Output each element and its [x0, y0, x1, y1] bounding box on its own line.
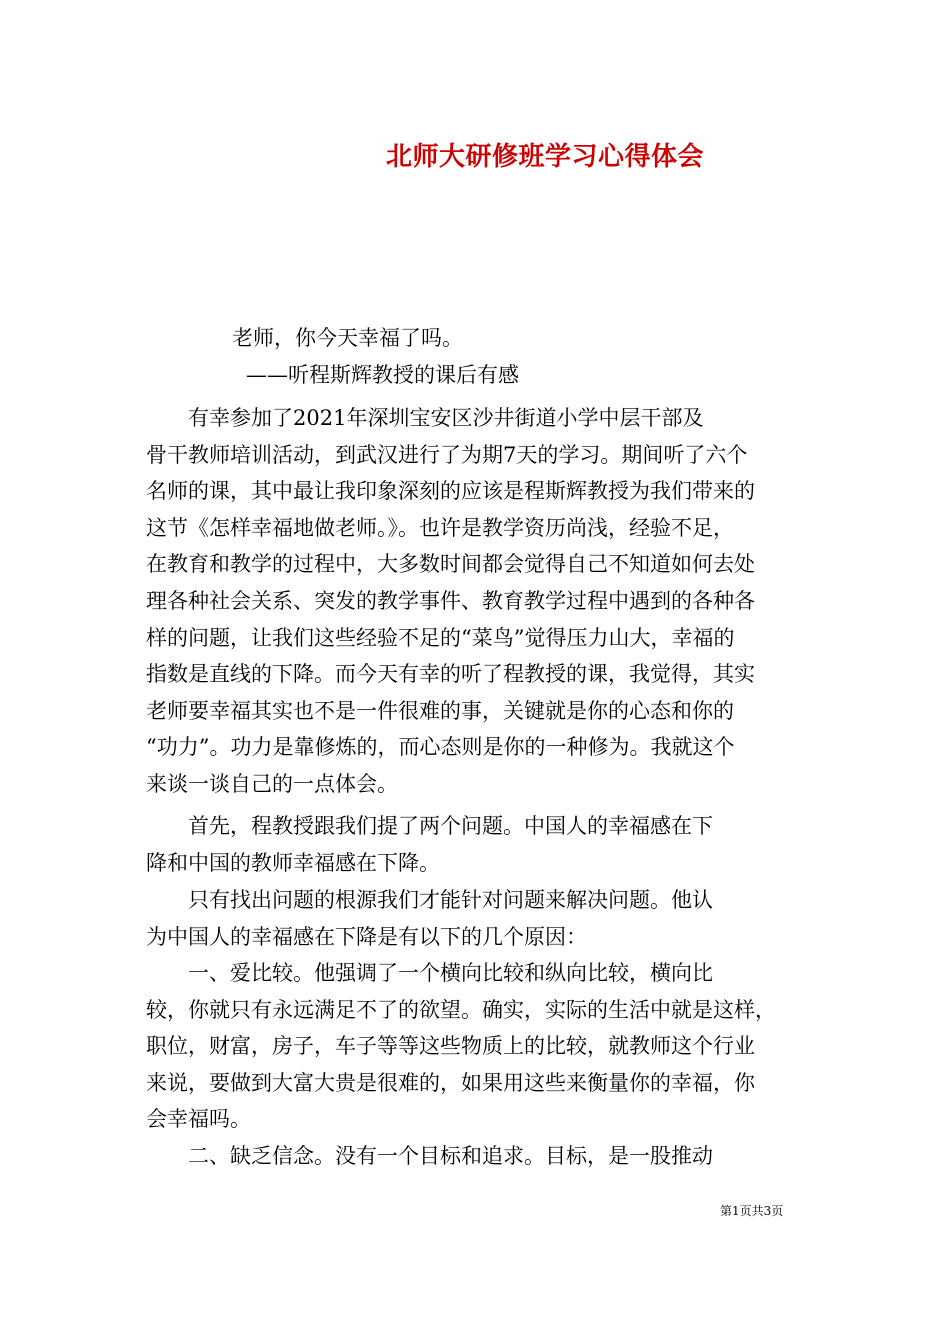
text-line: 骨干教师培训活动，到武汉进行了为期7天的学习。期间听了六个 [146, 442, 748, 467]
paragraph-belief [146, 1138, 808, 1175]
greeting-line: 老师，你今天幸福了吗。 [232, 326, 463, 350]
text-line: 来谈一谈自己的一点体会。 [146, 771, 398, 796]
text-line: 指数是直线的下降。而今天有幸的听了程教授的课，我觉得，其实 [146, 662, 755, 687]
paragraph-first-point [146, 808, 808, 881]
document-title: 北师大研修班学习心得体会 [385, 142, 704, 172]
text-line: 一、爱比较。他强调了一个横向比较和纵向比较，横向比 [146, 961, 713, 985]
text-line: 职位，财富，房子，车子等等这些物质上的比较，就教师这个行业 [146, 1034, 755, 1059]
paragraph-intro [146, 400, 808, 803]
text-line: 二、缺乏信念。没有一个目标和追求。目标，是一股推动 [146, 1144, 713, 1168]
text-line: 在教育和教学的过程中，大多数时间都会觉得自己不知道如何去处 [146, 552, 755, 577]
text-line: “功力”。功力是靠修炼的，而心态则是你的一种修为。我就这个 [146, 735, 735, 760]
page-indicator: 第1页共3页 [720, 1204, 784, 1218]
text-line: 来说，要做到大富大贵是很难的，如果用这些来衡量你的幸福，你 [146, 1070, 755, 1095]
text-line: 理各种社会关系、突发的教学事件、教育教学过程中遇到的各种各 [146, 588, 755, 613]
subtitle-line: ——听程斯辉教授的课后有感 [246, 363, 519, 387]
text-line: 只有找出问题的根源我们才能针对问题来解决问题。他认 [146, 888, 713, 912]
text-line: 较，你就只有永远满足不了的欲望。确实，实际的生活中就是这样， [146, 997, 776, 1022]
text-line: 降和中国的教师幸福感在下降。 [146, 850, 440, 875]
text-line: 为中国人的幸福感在下降是有以下的几个原因： [146, 924, 587, 949]
text-line: 会幸福吗。 [146, 1107, 251, 1132]
text-line: 名师的课，其中最让我印象深刻的应该是程斯辉教授为我们带来的 [146, 479, 755, 504]
text-line: 样的问题，让我们这些经验不足的“菜鸟”觉得压力山大，幸福的 [146, 625, 735, 650]
text-line: 首先，程教授跟我们提了两个问题。中国人的幸福感在下 [146, 814, 713, 838]
paragraph-causes [146, 882, 808, 955]
text-line: 老师要幸福其实也不是一件很难的事，关键就是你的心态和你的 [146, 698, 734, 723]
text-line: 有幸参加了2021年深圳宝安区沙井街道小学中层干部及 [146, 406, 704, 430]
paragraph-comparison [146, 955, 808, 1138]
text-line: 这节《怎样幸福地做老师。》。也许是教学资历尚浅，经验不足， [146, 515, 734, 540]
